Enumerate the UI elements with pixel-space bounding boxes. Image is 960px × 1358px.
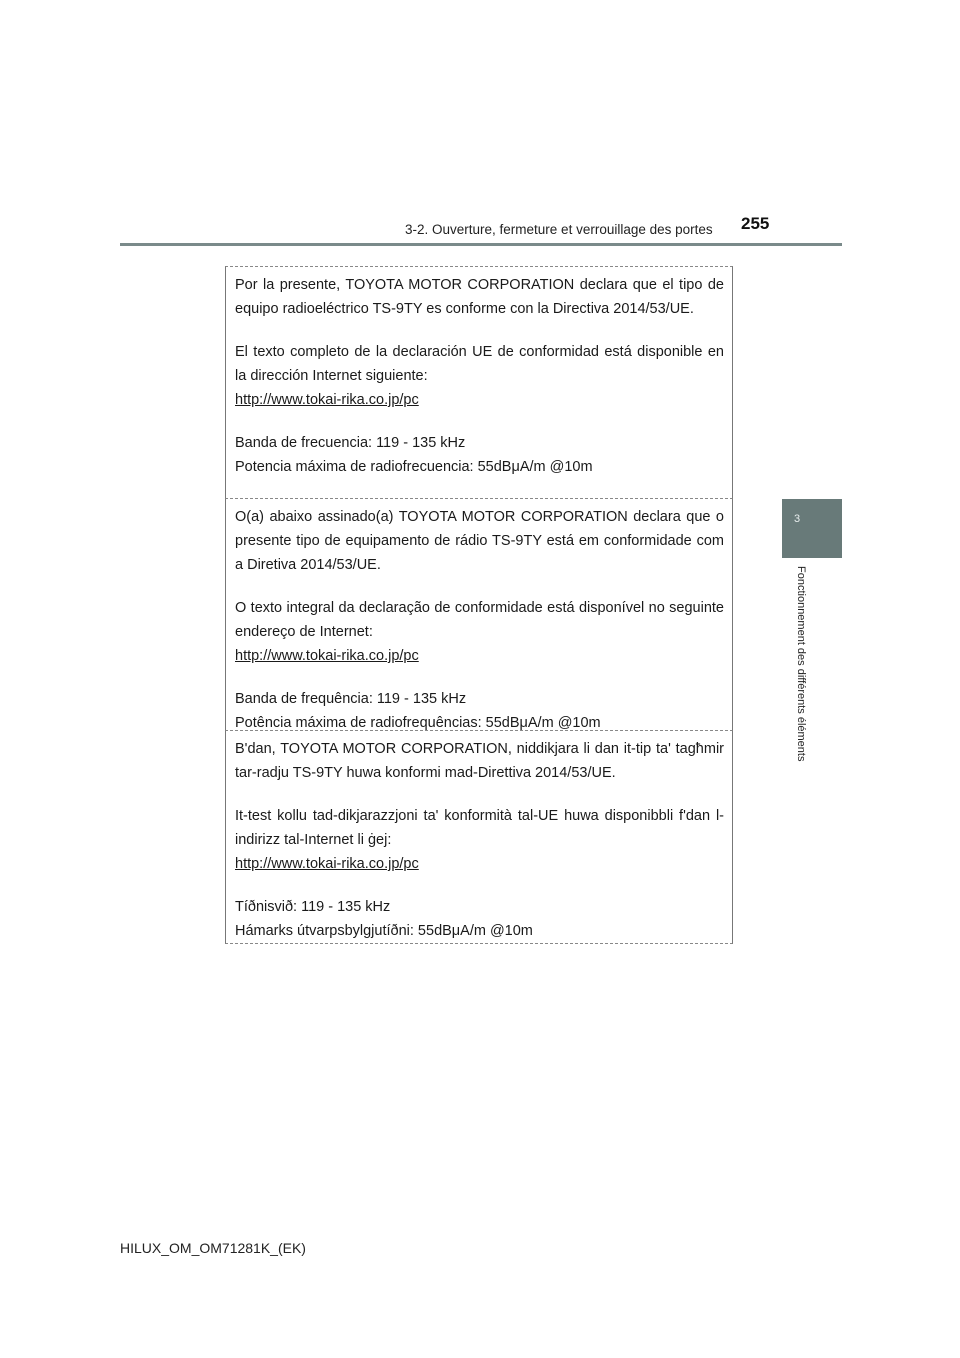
frequency-band: Banda de frecuencia: 119 - 135 kHz (235, 435, 466, 451)
chapter-number: 3 (794, 513, 801, 525)
max-power: Potencia máxima de radiofrecuencia: 55dBμA/m @10m (235, 459, 593, 475)
declaration-availability: It-test kollu tad-dikjarazzjoni ta' konformità tal-UE huwa disponibbli f'dan l-indirizz tal-Internet li ġej: (235, 808, 724, 848)
declaration-url-link[interactable]: http://www.tokai-rika.co.jp/pc (235, 392, 419, 408)
header-divider (120, 243, 842, 246)
declaration-url-link[interactable]: http://www.tokai-rika.co.jp/pc (235, 648, 419, 664)
frequency-band: Tíðnisvið: 119 - 135 kHz (235, 899, 391, 915)
declaration-statement: O(a) abaixo assinado(a) TOYOTA MOTOR CORPORATION declara que o presente tipo de equipamento de rádio TS-9TY está em conformidade com a Diretiva 2014/53/UE. (235, 509, 724, 573)
declaration-box-spanish (225, 266, 733, 498)
frequency-band: Banda de frequência: 119 - 135 kHz (235, 691, 467, 707)
max-power: Potência máxima de radiofrequências: 55dBμA/m @10m (235, 715, 601, 731)
page-number: 255 (741, 214, 770, 233)
declaration-statement: Por la presente, TOYOTA MOTOR CORPORATION declara que el tipo de equipo radioeléctrico TS-9TY es conforme con la Directiva 2014/53/UE. (235, 277, 724, 317)
chapter-tab (782, 499, 842, 558)
declaration-availability: El texto completo de la declaración UE de conformidad está disponible en la dirección Internet siguiente: (235, 344, 724, 384)
declaration-url-link[interactable]: http://www.tokai-rika.co.jp/pc (235, 856, 419, 872)
section-title: 3-2. Ouverture, fermeture et verrouillage des portes (405, 222, 713, 237)
declaration-box-maltese (225, 730, 733, 944)
declaration-availability: O texto integral da declaração de conformidade está disponível no seguinte endereço de Internet: (235, 600, 724, 640)
max-power: Hámarks útvarpsbylgjutíðni: 55dBμA/m @10m (235, 923, 533, 939)
declaration-box-portuguese (225, 498, 733, 730)
declaration-statement: B'dan, TOYOTA MOTOR CORPORATION, niddikjara li dan it-tip ta' tagħmir tar-radju TS-9TY huwa konformi mad-Direttiva 2014/53/UE. (235, 741, 724, 781)
chapter-title: Fonctionnement des différents éléments (795, 566, 807, 762)
document-code: HILUX_OM_OM71281K_(EK) (120, 1240, 306, 1256)
